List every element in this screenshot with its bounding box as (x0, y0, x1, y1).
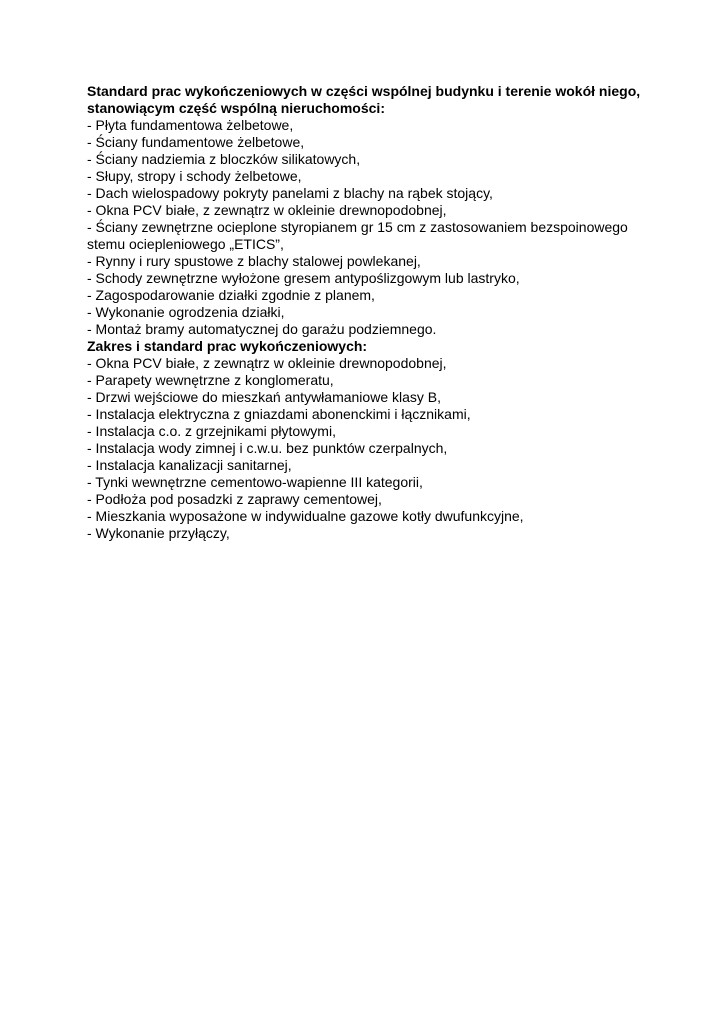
list-item: - Instalacja kanalizacji sanitarnej, (87, 457, 292, 473)
list-item: - Montaż bramy automatycznej do garażu podziemnego. (87, 321, 437, 337)
list-item: - Schody zewnętrzne wyłożone gresem antypoślizgowym lub lastryko, (87, 270, 520, 286)
list-item: - Rynny i rury spustowe z blachy stalowej powlekanej, (87, 253, 421, 269)
finishing-scope-list (87, 355, 647, 542)
list-item: - Tynki wewnętrzne cementowo-wapienne III kategorii, (87, 474, 423, 490)
common-areas-list (87, 117, 647, 338)
list-item: - Drzwi wejściowe do mieszkań antywłamaniowe klasy B, (87, 389, 442, 405)
list-item: - Instalacja c.o. z grzejnikami płytowymi, (87, 423, 336, 439)
list-item: - Dach wielospadowy pokryty panelami z blachy na rąbek stojący, (87, 185, 493, 201)
list-item: - Ściany fundamentowe żelbetowe, (87, 134, 305, 150)
list-item: - Instalacja wody zimnej i c.w.u. bez punktów czerpalnych, (87, 440, 448, 456)
list-item: - Ściany nadziemia z bloczków silikatowych, (87, 151, 361, 167)
list-item: - Wykonanie przyłączy, (87, 525, 230, 541)
document-page (87, 83, 647, 542)
list-item: - Parapety wewnętrzne z konglomeratu, (87, 372, 334, 388)
list-item: - Instalacja elektryczna z gniazdami abonenckimi i łącznikami, (87, 406, 471, 422)
list-item: - Słupy, stropy i schody żelbetowe, (87, 168, 302, 184)
list-item: - Ściany zewnętrzne ocieplone styropianem gr 15 cm z zastosowaniem bezspoinowego stemu ociepleniowego „ETICS”, (87, 219, 628, 252)
section-heading-common-areas: Standard prac wykończeniowych w części wspólnej budynku i terenie wokół niego, stanowiącym część wspólną nieruchomości: (87, 83, 641, 116)
list-item: - Zagospodarowanie działki zgodnie z planem, (87, 287, 375, 303)
list-item: - Okna PCV białe, z zewnątrz w okleinie drewnopodobnej, (87, 355, 447, 371)
list-item: - Wykonanie ogrodzenia działki, (87, 304, 285, 320)
list-item: - Podłoża pod posadzki z zaprawy cementowej, (87, 491, 382, 507)
list-item: - Płyta fundamentowa żelbetowe, (87, 117, 294, 133)
list-item: - Mieszkania wyposażone w indywidualne gazowe kotły dwufunkcyjne, (87, 508, 524, 524)
list-item: - Okna PCV białe, z zewnątrz w okleinie drewnopodobnej, (87, 202, 447, 218)
section-heading-finishing-scope: Zakres i standard prac wykończeniowych: (87, 338, 368, 354)
